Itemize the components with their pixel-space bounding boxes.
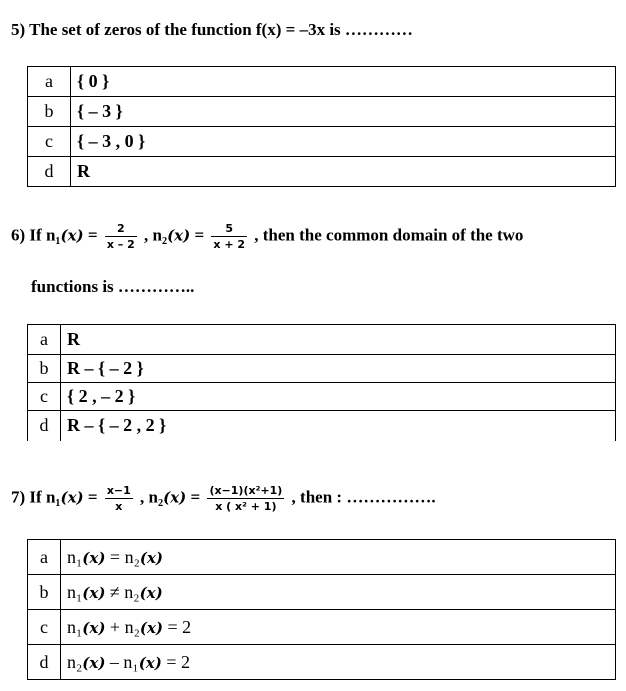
q6-eq: = (190, 225, 205, 245)
q7-eq: = (83, 487, 98, 507)
option-letter: d (28, 645, 61, 680)
question-7-options (27, 539, 616, 680)
q7-x: (x) (60, 488, 84, 507)
option-row[interactable] (28, 411, 616, 441)
option-text: n₁(x) + n₂(x) = 2 (61, 610, 616, 645)
option-text: { 0 } (71, 67, 616, 97)
question-5-options (27, 66, 616, 187)
option-row[interactable] (28, 645, 616, 680)
option-letter: d (28, 411, 61, 441)
q7-sep: , n₂ (135, 487, 164, 507)
option-letter: b (28, 97, 71, 127)
option-text: { – 3 , 0 } (71, 127, 616, 157)
option-text: R – { – 2 } (61, 355, 616, 383)
option-letter: c (28, 610, 61, 645)
q7-f2-numerator: (x−1)(x²+1) (209, 484, 283, 497)
option-letter: b (28, 575, 61, 610)
q6-x: (x) (60, 226, 84, 245)
option-row[interactable] (28, 127, 616, 157)
option-text: R (71, 157, 616, 187)
option-row[interactable] (28, 610, 616, 645)
option-row[interactable] (28, 97, 616, 127)
q6-f2-numerator: 5 (211, 222, 247, 237)
question-6-line-2: functions is ………….. (31, 277, 195, 296)
option-letter: c (28, 383, 61, 411)
option-row[interactable] (28, 67, 616, 97)
q7-fraction-2 (207, 484, 284, 513)
q7-f1-numerator: x−1 (106, 484, 131, 497)
option-row[interactable] (28, 355, 616, 383)
option-text: R – { – 2 , 2 } (61, 411, 616, 441)
q7-lead: 7) If n₁ (11, 487, 61, 507)
option-row[interactable] (28, 383, 616, 411)
option-row[interactable] (28, 575, 616, 610)
option-text: { 2 , – 2 } (61, 383, 616, 411)
question-7-text (11, 484, 436, 513)
q6-f2-denominator: x + 2 (213, 238, 246, 251)
question-6-text (11, 222, 523, 251)
q6-fraction-2 (211, 222, 247, 251)
q7-f2-denominator: x ( x² + 1) (215, 500, 277, 513)
q6-sep: , n₂ (139, 225, 168, 245)
option-text: n₁(x) ≠ n₂(x) (61, 575, 616, 610)
option-letter: d (28, 157, 71, 187)
q6-x: (x) (167, 226, 191, 245)
q6-tail: , then the common domain of the two (250, 225, 524, 245)
option-letter: a (28, 325, 61, 355)
question-5-text: 5) The set of zeros of the function f(x) = –3x is ………… (11, 20, 413, 39)
option-text: n₂(x) – n₁(x) = 2 (61, 645, 616, 680)
option-text: n₁(x) = n₂(x) (61, 540, 616, 575)
q6-eq: = (83, 225, 98, 245)
option-letter: c (28, 127, 71, 157)
q7-f1-denominator: x (115, 500, 123, 513)
option-letter: b (28, 355, 61, 383)
q7-eq: = (186, 487, 201, 507)
q7-fraction-1 (105, 484, 133, 513)
question-6-options (27, 324, 616, 441)
q6-f1-numerator: 2 (105, 222, 137, 237)
option-row[interactable] (28, 325, 616, 355)
option-letter: a (28, 540, 61, 575)
q6-fraction-1 (105, 222, 137, 251)
q6-lead: 6) If n₁ (11, 225, 61, 245)
option-text: { – 3 } (71, 97, 616, 127)
q6-f1-denominator: x – 2 (106, 238, 135, 251)
option-letter: a (28, 67, 71, 97)
option-row[interactable] (28, 157, 616, 187)
option-row[interactable] (28, 540, 616, 575)
option-text: R (61, 325, 616, 355)
q7-tail: , then : ……………. (287, 487, 436, 507)
q7-x: (x) (163, 488, 187, 507)
